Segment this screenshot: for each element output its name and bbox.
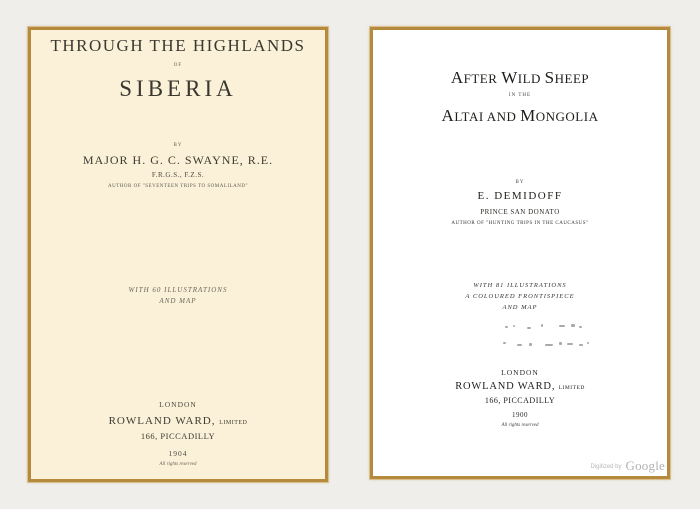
title-page-siberia — [28, 27, 328, 482]
publisher-city: LONDON — [159, 400, 197, 409]
title-word: FTER — [463, 71, 502, 86]
title-letter: A — [450, 68, 464, 87]
publisher-suffix: LIMITED — [219, 420, 248, 426]
author-other-works: AUTHOR OF "HUNTING TRIPS IN THE CAUCASUS" — [451, 221, 589, 226]
illustrations-note-line2: A COLOURED FRONTISPIECE — [465, 293, 575, 300]
illustrations-note-line1: WITH 81 ILLUSTRATIONS — [473, 282, 567, 289]
rights-notice: All rights reserved — [159, 462, 197, 467]
book-title-of: OF — [173, 63, 183, 68]
publisher-name: ROWLAND WARD, — [108, 415, 216, 427]
title-word: HEEP — [554, 71, 590, 86]
book-title-line2 — [373, 106, 667, 126]
illustrations-note-line2: AND MAP — [159, 297, 197, 305]
publisher-name-line — [31, 415, 325, 427]
author-qualifications: F.R.G.S., F.Z.S. — [151, 171, 205, 179]
title-letter: W — [501, 68, 518, 87]
author-other-works: AUTHOR OF "SEVENTEEN TRIPS TO SOMALILAND" — [107, 184, 248, 189]
title-word: ILD — [517, 71, 545, 86]
book-title-line2: SIBERIA — [119, 76, 237, 101]
watermark-prefix: Digitized by — [590, 464, 622, 470]
book-title-line1 — [373, 68, 667, 88]
publication-year: 1904 — [168, 449, 188, 458]
book-title-in-the: IN THE — [508, 93, 532, 98]
author-title: PRINCE SAN DONATO — [480, 208, 560, 216]
title-word: LTAI AND — [454, 109, 521, 124]
title-letter: M — [520, 106, 536, 125]
faded-library-stamp — [501, 320, 591, 356]
publisher-address: 166, PICCADILLY — [140, 431, 216, 441]
title-page-altai — [370, 27, 670, 479]
rights-notice: All rights reserved — [501, 423, 539, 428]
publisher-address: 166, PICCADILLY — [484, 396, 556, 405]
digitized-by-google-watermark — [555, 457, 665, 475]
publisher-name: ROWLAND WARD, — [455, 381, 556, 392]
book-title-line1: THROUGH THE HIGHLANDS — [50, 36, 306, 55]
publisher-city: LONDON — [501, 368, 539, 377]
author-name: MAJOR H. G. C. SWAYNE, R.E. — [82, 153, 274, 167]
by-label: BY — [173, 143, 183, 148]
title-letter: A — [441, 106, 455, 125]
illustrations-note-line3: AND MAP — [502, 304, 538, 311]
publisher-suffix: LIMITED — [558, 385, 585, 391]
google-logo: Google — [625, 458, 665, 473]
publisher-name-line — [373, 381, 667, 392]
title-letter: S — [544, 68, 555, 87]
illustrations-note-line1: WITH 60 ILLUSTRATIONS — [128, 286, 228, 294]
author-name: E. DEMIDOFF — [477, 190, 563, 202]
by-label: BY — [515, 180, 525, 185]
publication-year: 1900 — [512, 411, 528, 419]
title-word: ONGOLIA — [535, 109, 599, 124]
